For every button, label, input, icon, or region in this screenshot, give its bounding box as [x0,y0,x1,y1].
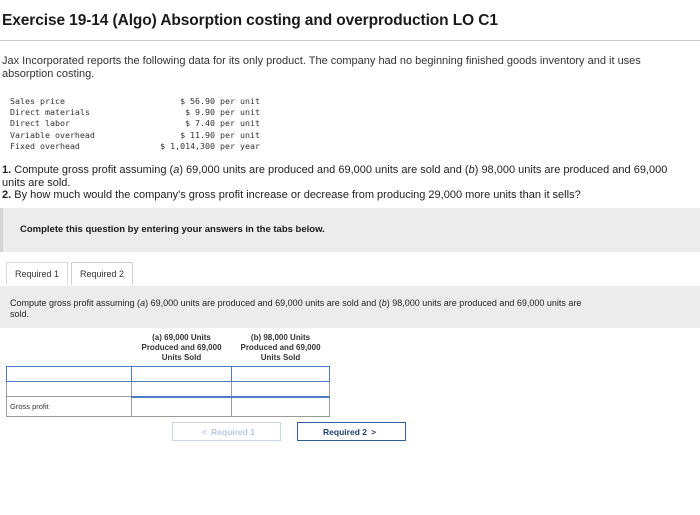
next-tab-button[interactable] [297,422,406,441]
amount-input-a[interactable] [132,367,231,381]
question-letter: b [468,164,475,176]
chevron-right-icon: > [370,427,376,437]
gross-profit-cell-a[interactable] [132,397,232,417]
given-value: $ 1,014,300 per year [160,140,260,151]
question-number: 2. [2,189,12,201]
intro-text: Jax Incorporated reports the following data for its only product. The company had no beginning finished goods inventory and it uses absorption costing. [2,55,641,80]
column-header-line: Units Sold [161,353,202,362]
given-label: Direct materials [10,107,90,118]
tab-instruction-panel [0,286,700,328]
amount-cell-a[interactable] [132,366,232,381]
question-letter: a [173,164,180,176]
row-label-input-cell[interactable] [7,381,132,397]
row-label-input[interactable] [7,382,131,397]
question-1 [2,164,682,189]
tab-required-2[interactable]: Required 2 [71,262,133,285]
amount-input-b[interactable] [232,367,329,381]
question-text: By how much would the company's gross profit increase or decrease from producing 29,000 more units than it sells? [11,189,581,201]
page-title: Exercise 19-14 (Algo) Absorption costing and overproduction LO C1 [2,12,498,29]
previous-tab-button[interactable] [172,422,281,441]
table-row [7,381,330,397]
given-value: $ 56.90 per unit [180,96,260,106]
question-2 [2,189,682,202]
tab-instruction-text [10,298,590,320]
given-row-direct-materials [10,107,260,118]
given-data-block [10,96,260,152]
column-header-line: Units Sold [260,353,301,362]
gross-profit-cell-b[interactable] [232,397,330,417]
tab-instruction-letter: a [140,298,146,308]
given-label: Fixed overhead [10,140,80,151]
gross-profit-label: Gross profit [7,397,132,417]
table-header-row [7,330,330,366]
amount-input-b[interactable] [232,382,329,396]
tab-instruction-part: ) 69,000 units are produced and 69,000 units are sold and ( [145,298,382,308]
table-row [7,366,330,381]
given-value: $ 9.90 per unit [185,107,260,118]
instruction-banner [0,208,700,252]
gross-profit-input-a[interactable] [132,398,231,417]
question-text: ) 69,000 units are produced and 69,000 units are sold and ( [179,164,469,176]
tab-instruction-letter: b [381,298,387,308]
header-empty-cell [7,330,132,366]
question-text: ) 98,000 units are produced and 69,000 units are sold. [2,164,668,189]
given-label: Sales price [10,96,65,106]
column-header-line: Produced and 69,000 [240,343,321,352]
given-row-fixed-overhead [10,141,260,152]
given-label: Direct labor [10,118,70,129]
amount-input-a[interactable] [132,382,231,396]
column-header-line: (a) 69,000 Units [152,333,211,342]
column-header-line: (b) 98,000 Units [250,333,311,342]
given-value: $ 7.40 per unit [185,118,260,129]
tab-instruction-part: Compute gross profit assuming ( [10,298,141,308]
tab-required-1[interactable]: Required 1 [6,262,68,285]
given-row-variable-overhead [10,130,260,141]
tab-instruction-part: ) 98,000 units are produced and 69,000 units are sold. [10,298,582,319]
amount-cell-b[interactable] [232,366,330,381]
row-label-input[interactable] [7,367,131,381]
given-row-sales-price [10,96,260,107]
column-header-b [232,330,330,366]
tab-bar [6,262,136,285]
question-number: 1. [2,164,12,176]
next-button-label: Required 2 [323,427,367,437]
given-value: $ 11.90 per unit [180,129,260,140]
answer-table [6,330,330,417]
given-row-direct-labor [10,118,260,129]
amount-cell-a[interactable] [132,381,232,397]
question-text: Compute gross profit assuming ( [11,164,174,176]
column-header-line: Produced and 69,000 [141,343,222,352]
gross-profit-input-b[interactable] [232,398,329,417]
row-label-input-cell[interactable] [7,366,132,381]
given-label: Variable overhead [10,129,95,140]
column-header-a [132,330,232,366]
previous-button-label: Required 1 [211,427,255,437]
question-list [2,164,682,202]
title-divider [0,40,700,41]
instruction-text: Complete this question by entering your answers in the tabs below. [20,224,325,235]
chevron-left-icon: < [202,427,208,437]
amount-cell-b[interactable] [232,381,330,397]
gross-profit-row [7,397,330,417]
